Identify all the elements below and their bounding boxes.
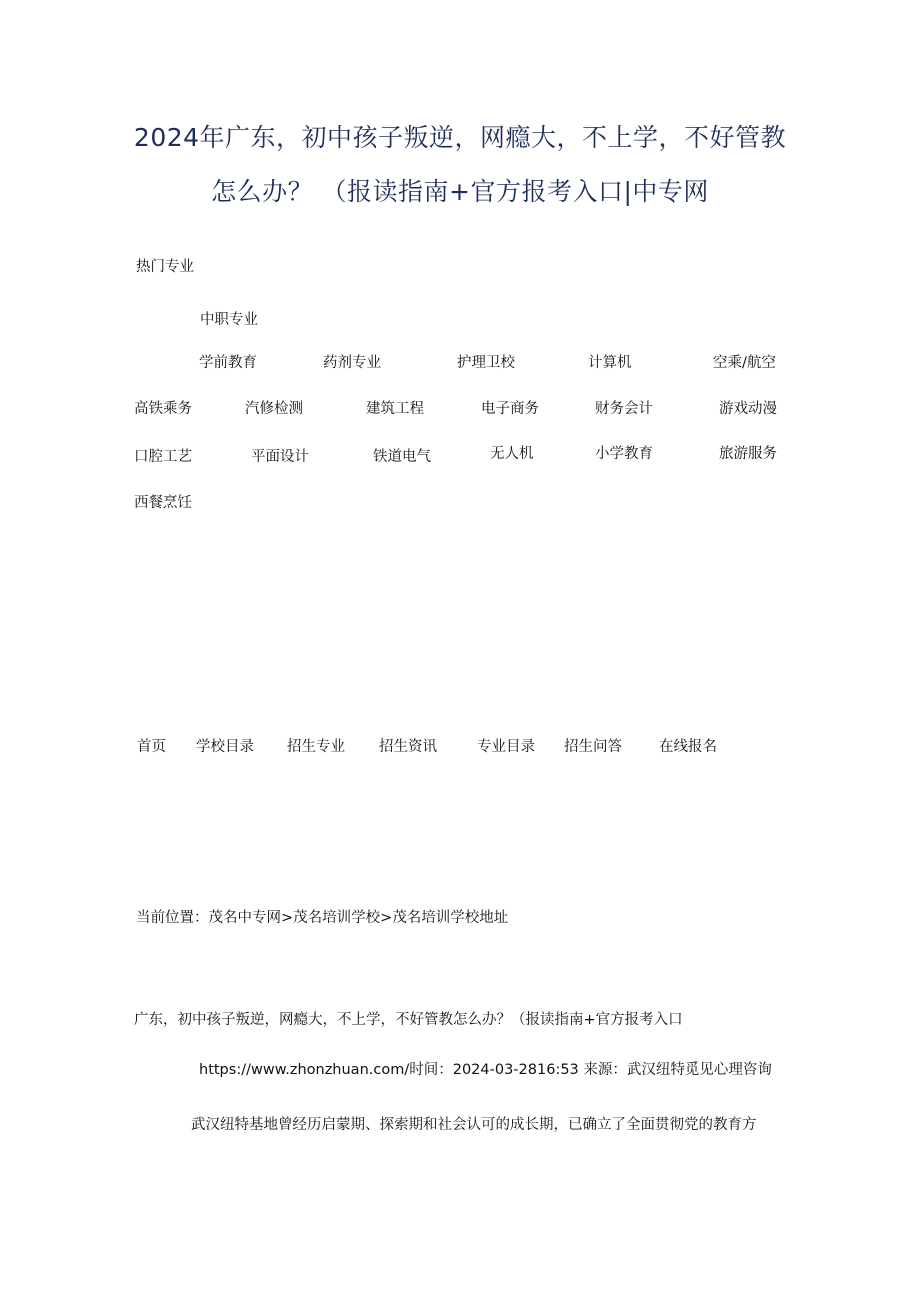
major-link[interactable]: 旅游服务 <box>719 446 777 462</box>
major-link[interactable]: 汽修检测 <box>245 401 303 417</box>
nav-item-enrollment-news[interactable]: 招生资讯 <box>379 739 437 755</box>
nav-item-home[interactable]: 首页 <box>137 739 166 755</box>
major-link[interactable]: 无人机 <box>490 446 534 462</box>
nav-item-online-registration[interactable]: 在线报名 <box>659 739 717 755</box>
vocational-majors-subheading[interactable]: 中职专业 <box>200 312 258 328</box>
major-link[interactable]: 西餐烹饪 <box>134 495 192 511</box>
nav-item-enrollment-qa[interactable]: 招生问答 <box>564 739 622 755</box>
breadcrumb-separator: > <box>281 910 294 926</box>
major-link[interactable]: 高铁乘务 <box>134 401 192 417</box>
major-link[interactable]: 电子商务 <box>481 401 539 417</box>
major-link[interactable]: 学前教育 <box>199 355 257 371</box>
breadcrumb-label: 当前位置： <box>136 910 209 926</box>
page-title-line-1: 2024年广东，初中孩子叛逆，网瘾大，不上学，不好管教 <box>133 123 787 152</box>
major-link[interactable]: 药剂专业 <box>323 355 381 371</box>
major-link[interactable]: 平面设计 <box>251 449 309 465</box>
nav-item-school-directory[interactable]: 学校目录 <box>196 739 254 755</box>
nav-item-major-directory[interactable]: 专业目录 <box>477 739 535 755</box>
major-link[interactable]: 建筑工程 <box>366 401 424 417</box>
nav-item-enrollment-majors[interactable]: 招生专业 <box>287 739 345 755</box>
hot-majors-heading: 热门专业 <box>136 259 194 275</box>
breadcrumb-item[interactable]: 茂名中专网 <box>208 910 281 926</box>
article-body-paragraph: 武汉纽特基地曾经历启蒙期、探索期和社会认可的成长期，已确立了全面贯彻党的教育方 <box>191 1117 757 1133</box>
breadcrumb-item[interactable]: 茂名培训学校地址 <box>392 910 509 926</box>
breadcrumb <box>136 906 508 927</box>
major-link[interactable]: 游戏动漫 <box>719 401 777 417</box>
major-link[interactable]: 空乘/航空 <box>713 355 776 371</box>
breadcrumb-separator: > <box>380 910 393 926</box>
major-link[interactable]: 护理卫校 <box>457 355 515 371</box>
major-link[interactable]: 财务会计 <box>595 401 653 417</box>
article-title: 广东，初中孩子叛逆，网瘾大，不上学，不好管教怎么办？（报读指南+官方报考入口 <box>134 1012 683 1028</box>
major-link[interactable]: 计算机 <box>588 355 632 371</box>
major-link[interactable]: 小学教育 <box>595 446 653 462</box>
major-link[interactable]: 铁道电气 <box>373 449 431 465</box>
page-title-line-2: 怎么办？ （报读指南+官方报考入口|中专网 <box>211 177 709 206</box>
article-meta: https://www.zhonzhuan.com/时间：2024-03-2816:53 来源：武汉纽特觅见心理咨询 <box>199 1062 772 1078</box>
major-link[interactable]: 口腔工艺 <box>134 449 192 465</box>
breadcrumb-item[interactable]: 茂名培训学校 <box>293 910 381 926</box>
